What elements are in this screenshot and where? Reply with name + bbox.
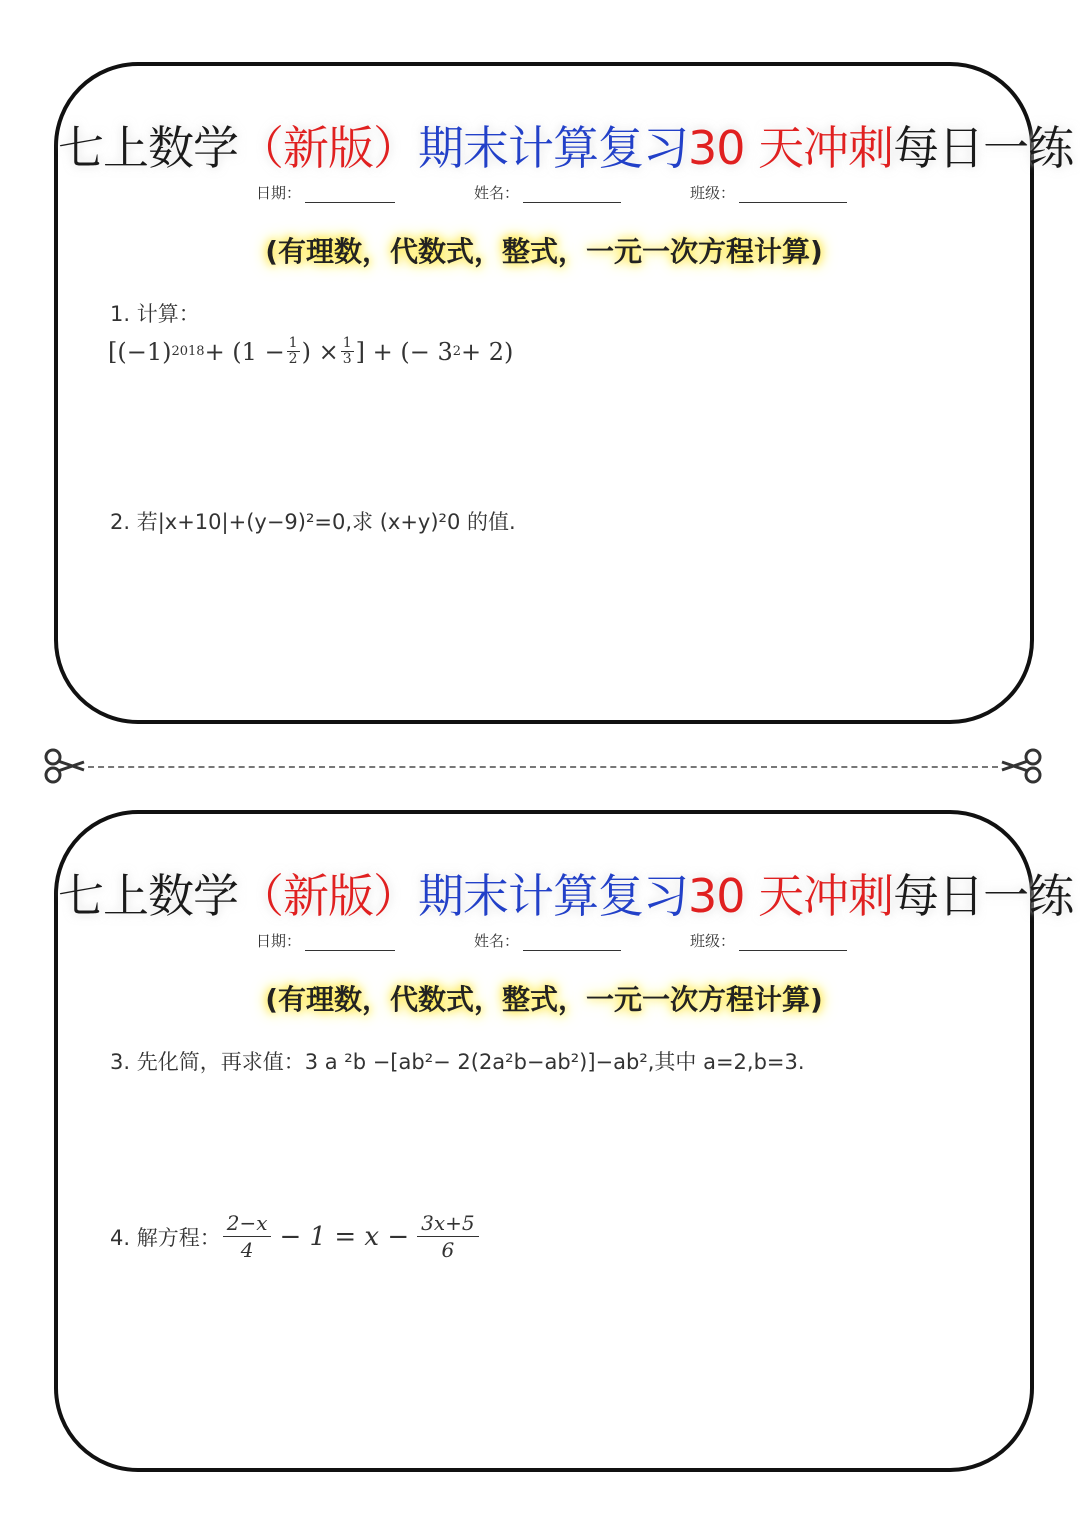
fraction-denominator: 4 <box>240 1238 254 1262</box>
question-1-expression <box>108 336 513 367</box>
class-label: 班级： <box>690 932 736 950</box>
info-fields <box>58 930 1030 960</box>
name-field[interactable] <box>474 182 621 203</box>
subtitle-text: (有理数，代数式，整式，一元一次方程计算) <box>265 983 823 1016</box>
title-part: （新版） <box>238 121 418 175</box>
fraction-numerator: 2−x <box>223 1210 272 1237</box>
fraction-numerator: 3x+5 <box>417 1210 479 1237</box>
date-field[interactable] <box>256 182 395 203</box>
fraction-3x-plus-5-over-6 <box>417 1210 479 1263</box>
topic-subtitle <box>58 230 1030 270</box>
question-1-label: 1. 计算： <box>110 302 200 326</box>
fraction-numerator: 1 <box>288 335 298 351</box>
worksheet-card-2 <box>54 810 1074 1472</box>
fraction-denominator: 3 <box>342 351 352 367</box>
question-2-text: 2. 若|x+10|+(y−9)²=0,求 (x+y)²0 的值. <box>110 510 516 534</box>
date-blank[interactable] <box>305 184 395 203</box>
equation-middle: − 1 = x − <box>279 1221 410 1252</box>
expr-part: + (1 − <box>204 337 285 366</box>
date-field[interactable] <box>256 930 395 951</box>
expr-part: + 2) <box>461 337 514 366</box>
title-part: （新版） <box>238 869 418 923</box>
title-part: 期末计算复习 <box>418 121 688 175</box>
fraction-2-minus-x-over-4 <box>223 1210 272 1263</box>
scissors-icon <box>42 746 86 786</box>
name-label: 姓名： <box>474 184 520 202</box>
fraction-denominator: 6 <box>441 1238 455 1262</box>
date-blank[interactable] <box>305 932 395 951</box>
info-fields <box>58 182 1030 212</box>
worksheet-title <box>58 860 1074 926</box>
fraction-one-half <box>287 336 300 367</box>
name-blank[interactable] <box>523 932 621 951</box>
fraction-one-third <box>341 336 354 367</box>
fraction-denominator: 2 <box>288 351 298 367</box>
question-4-label: 4. 解方程： <box>110 1225 221 1250</box>
title-part: 七上数学 <box>58 869 238 923</box>
question-4 <box>110 1210 481 1263</box>
worksheet-card-1 <box>54 62 1074 724</box>
class-field[interactable] <box>690 182 847 203</box>
title-part: 七上数学 <box>58 121 238 175</box>
expr-exponent: 2 <box>452 344 462 359</box>
date-label: 日期： <box>256 932 302 950</box>
title-part: 30 天冲刺 <box>688 121 894 175</box>
expr-part: ] + (− 3 <box>355 337 453 366</box>
title-part: 每日一练 <box>893 869 1074 923</box>
class-field[interactable] <box>690 930 847 951</box>
class-label: 班级： <box>690 184 736 202</box>
scissors-icon <box>1000 746 1044 786</box>
name-label: 姓名： <box>474 932 520 950</box>
question-3-text: 3. 先化简，再求值：3 a ²b −[ab²− 2(2a²b−ab²)]−ab²,其中 a=2,b=3. <box>110 1050 805 1074</box>
date-label: 日期： <box>256 184 302 202</box>
class-blank[interactable] <box>739 932 847 951</box>
title-part: 期末计算复习 <box>418 869 688 923</box>
name-field[interactable] <box>474 930 621 951</box>
fraction-numerator: 1 <box>342 335 352 351</box>
subtitle-text: (有理数，代数式，整式，一元一次方程计算) <box>265 235 823 268</box>
title-part: 30 天冲刺 <box>688 869 894 923</box>
class-blank[interactable] <box>739 184 847 203</box>
name-blank[interactable] <box>523 184 621 203</box>
cut-line <box>88 766 998 768</box>
expr-part: ) × <box>301 337 339 366</box>
expr-part: [(−1) <box>108 337 172 366</box>
worksheet-title <box>58 112 1074 178</box>
title-part: 每日一练 <box>893 121 1074 175</box>
expr-exponent: 2018 <box>171 344 205 359</box>
topic-subtitle <box>58 978 1030 1018</box>
